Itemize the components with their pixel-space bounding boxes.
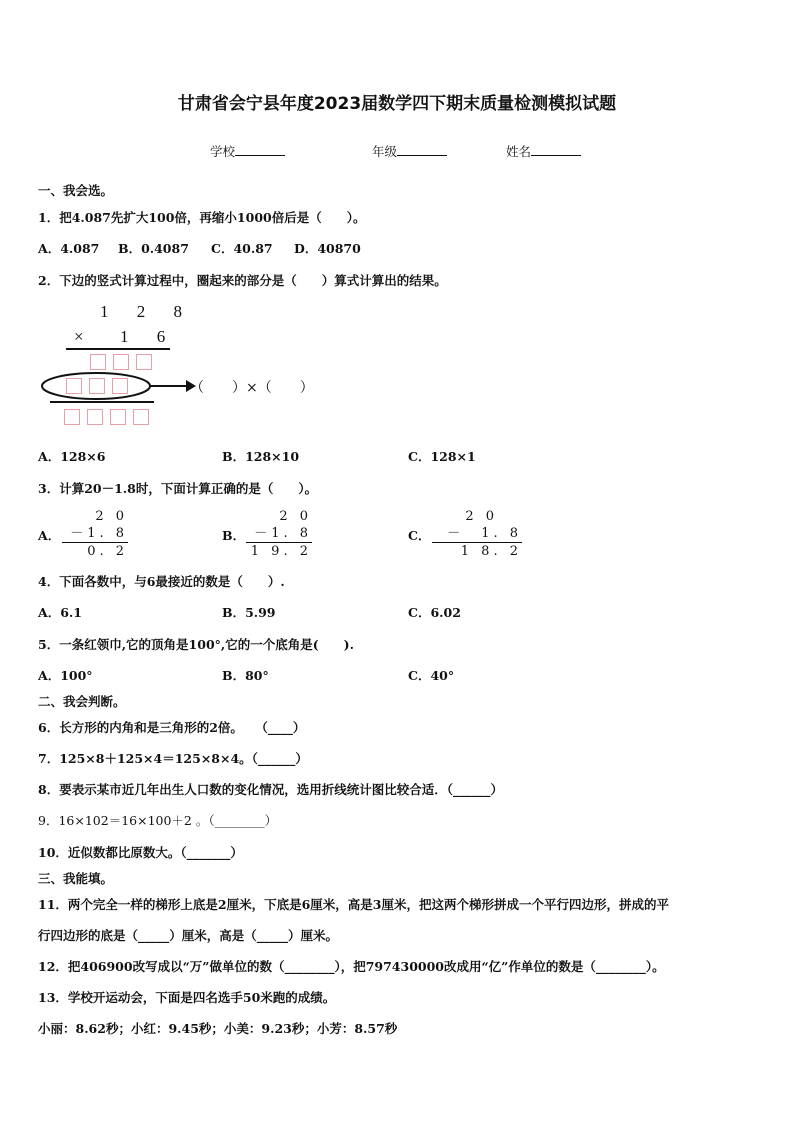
question-6: 6．长方形的内角和是三角形的2倍。 （____） (38, 720, 306, 735)
q5-option-b[interactable]: B．80° (222, 668, 269, 683)
q4-option-b[interactable]: B．5.99 (222, 605, 276, 620)
calc-line-1 (66, 348, 170, 350)
calc-multiplier: 1 6 (120, 327, 178, 346)
circled-partial-product (40, 368, 200, 404)
q1-option-d[interactable]: D．40870 (294, 241, 361, 256)
calc-subtrahend: －1. 8 (70, 526, 128, 541)
question-12: 12．把406900改写成以“万”做单位的数（________），把797430000改成用“亿”作单位的数是（________）。 (38, 959, 665, 974)
calc-result: 1 9. 2 (246, 542, 312, 560)
q2-option-a[interactable]: A．128×6 (38, 449, 106, 464)
question-8: 8．要表示某市近几年出生人口数的变化情况，选用折线统计图比较合适．（______） (38, 782, 503, 797)
q1-option-b[interactable]: B．0.4087 (118, 241, 189, 256)
school-label: 学校 (210, 144, 236, 159)
question-5: 5．一条红领巾,它的顶角是100°,它的一个底角是( ). (38, 637, 354, 652)
question-7: 7．125×8＋125×4＝125×8×4。（______） (38, 751, 308, 766)
question-1: 1．把4.087先扩大100倍，再缩小1000倍后是（ ）。 (38, 210, 366, 225)
grade-field[interactable] (372, 142, 447, 160)
question-13: 13．学校开运动会，下面是四名选手50米跑的成绩。 (38, 990, 336, 1005)
q3-option-a-label[interactable]: A． (38, 528, 61, 543)
placeholder-box (110, 409, 126, 425)
q2-option-c[interactable]: C．128×1 (408, 449, 476, 464)
section-1-heading: 一、我会选。 (38, 183, 114, 198)
question-11-line-2: 行四边形的底是（_____）厘米，高是（_____）厘米。 (38, 928, 339, 943)
placeholder-box (64, 409, 80, 425)
calc-top: 2 0 (95, 509, 128, 524)
q1-option-c[interactable]: C．40.87 (211, 241, 273, 256)
section-3-heading: 三、我能填。 (38, 871, 114, 886)
school-field[interactable] (210, 142, 285, 160)
q5-option-c[interactable]: C．40° (408, 668, 455, 683)
placeholder-box (133, 409, 149, 425)
calc-subtrahend: －1. 8 (254, 526, 312, 541)
q3-option-b-calc (246, 508, 312, 560)
calc-multiplicand: 1 2 8 (100, 302, 194, 321)
q3-option-b-label[interactable]: B． (222, 528, 246, 543)
calc-top: 2 0 (279, 509, 312, 524)
q3-option-c-calc (432, 508, 522, 560)
calc-top: 2 0 (465, 509, 498, 524)
placeholder-box (87, 409, 103, 425)
name-label: 姓名 (506, 144, 532, 159)
q1-option-a[interactable]: A．4.087 (38, 241, 100, 256)
question-9: 9．16×102＝16×100＋2 。（________） (38, 813, 278, 828)
q4-option-c[interactable]: C．6.02 (408, 605, 461, 620)
q5-option-a[interactable]: A．100° (38, 668, 93, 683)
q3-option-a-calc (62, 508, 128, 560)
name-field[interactable] (506, 142, 581, 160)
page-title: 甘肃省会宁县年度2023届数学四下期末质量检测模拟试题 (177, 94, 617, 114)
q3-option-c-label[interactable]: C． (408, 528, 431, 543)
calc-result: 1 8. 2 (432, 542, 522, 560)
question-2: 2．下边的竖式计算过程中，圈起来的部分是（ ）算式计算出的结果。 (38, 273, 447, 288)
question-4: 4．下面各数中，与6最接近的数是（ ）. (38, 574, 285, 589)
section-2-heading: 二、我会判断。 (38, 694, 126, 709)
calc-result: 0. 2 (62, 542, 128, 560)
question-3: 3．计算20－1.8时，下面计算正确的是（ ）。 (38, 481, 318, 496)
arrow-blank-expression: （ ）×（ ） (190, 380, 314, 396)
question-13-data: 小丽：8.62秒；小红：9.45秒；小美：9.23秒；小芳：8.57秒 (38, 1021, 398, 1036)
calc-line-2 (50, 401, 154, 403)
question-11-line-1: 11．两个完全一样的梯形上底是2厘米，下底是6厘米，高是3厘米，把这两个梯形拼成一个平行四边形，拼成的平 (38, 897, 669, 912)
q4-option-a[interactable]: A．6.1 (38, 605, 82, 620)
grade-label: 年级 (372, 144, 398, 159)
calc-subtrahend: － 1. 8 (447, 526, 522, 541)
question-10: 10．近似数都比原数大。（_______） (38, 845, 243, 860)
q2-option-b[interactable]: B．128×10 (222, 449, 300, 464)
calc-times-sign: × (74, 327, 96, 346)
